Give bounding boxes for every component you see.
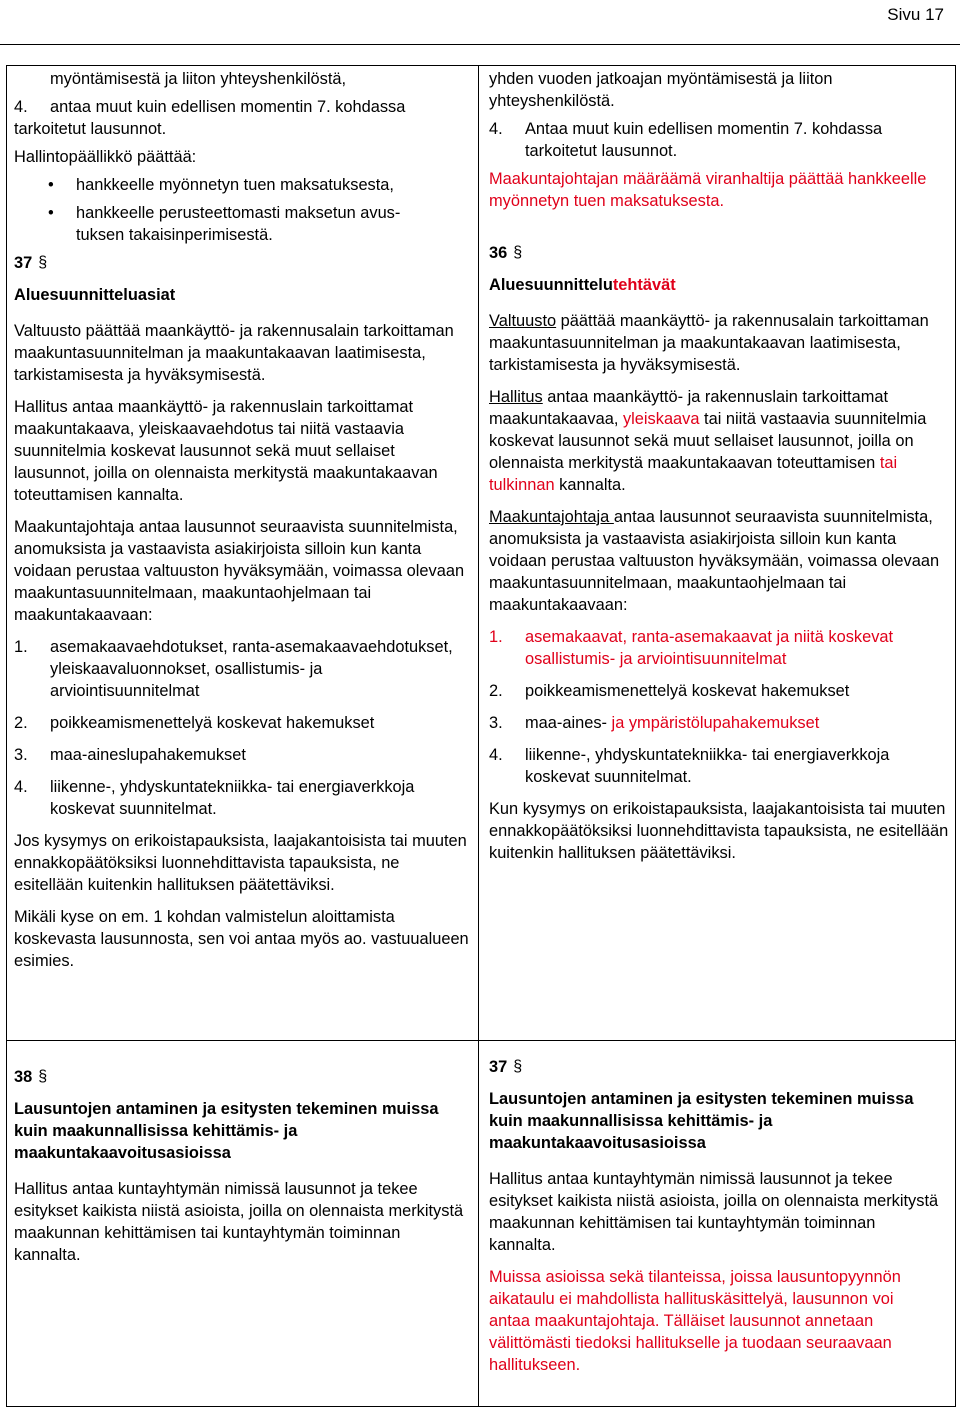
list-item: 2. poikkeamismenettelyä koskevat hakemukset bbox=[489, 682, 850, 700]
bullet-icon: • bbox=[48, 204, 54, 222]
list-item bbox=[14, 174, 470, 196]
list-item: 3. maa-aineslupahakemukset bbox=[14, 746, 246, 764]
list-number: 4. bbox=[489, 120, 503, 138]
section-sign-icon: § bbox=[38, 1068, 48, 1085]
list-text: antaa muut kuin edellisen momentin 7. kohdassa bbox=[50, 98, 406, 116]
paragraph: Maakuntajohtaja antaa lausunnot seuraavista suunnitelmista, anomuksista ja vastaavista asiakirjoista silloin kun kanta voidaan perustaa valtuuston hyväksymään, voimassa olevaan maakuntasuunnitelmaan, maakuntaohjelmaan tai maakuntakaavaan: bbox=[14, 518, 465, 624]
paragraph: Mikäli kyse on em. 1 kohdan valmistelun aloittamista koskevasta lausunnosta, sen voi antaa myös ao. vastuualueen esimies. bbox=[14, 908, 469, 970]
list-item: 1. asemakaavaehdotukset, ranta-asemakaavaehdotukset, yleiskaavaluonnokset, osallistumis- ja arviointisuunnitelmat bbox=[14, 636, 470, 702]
section-heading bbox=[14, 252, 470, 274]
list-item bbox=[489, 118, 949, 140]
list-text: asemakaavat, ranta-asemakaavat ja niitä koskevat osallistumis- ja arviointisuunnitelmat bbox=[525, 628, 894, 668]
section-sign-icon: § bbox=[513, 244, 523, 261]
paragraph: Jos kysymys on erikoistapauksista, laajakantoisista tai muuten ennakkopäätöksiksi luonnehdittavista tapauksista, ne esitellään kuitenkin hallituksen päätettäviksi. bbox=[14, 832, 467, 894]
section-title: Lausuntojen antaminen ja esitysten tekeminen muissa kuin maakunnallisissa kehittämis- ja maakuntakaavoitusasioissa bbox=[14, 1100, 439, 1162]
section-sign-icon: § bbox=[38, 254, 48, 271]
paragraph: Kun kysymys on erikoistapauksista, laajakantoisista tai muuten ennakkopäätöksiksi luonnehdittavista tapauksista, ne esitellään kuitenkin hallituksen päätettäviksi. bbox=[489, 800, 949, 862]
paragraph: tarkoitetut lausunnot. bbox=[14, 120, 167, 138]
left-bottom-cell bbox=[14, 1066, 470, 1276]
list-text: liikenne-, yhdyskuntatekniikka- tai energiaverkkoja koskevat suunnitelmat. bbox=[525, 746, 890, 786]
section-heading bbox=[14, 1066, 470, 1088]
section-title: Aluesuunnittelutehtävät bbox=[489, 276, 676, 294]
list-item: 4. liikenne-, yhdyskuntatekniikka- tai energiaverkkoja koskevat suunnitelmat. bbox=[14, 776, 470, 820]
paragraph: Hallitus antaa kuntayhtymän nimissä lausunnot ja tekee esitykset kaikista niistä asioista, joilla on olennaista merkitystä maakunnan kehittämisen tai kuntayhtymän toiminnan kannalta. bbox=[489, 1170, 939, 1254]
paragraph: Hallitus antaa kuntayhtymän nimissä lausunnot ja tekee esitykset kaikista niistä asioista, joilla on olennaista merkitystä maakunnan kehittämisen tai kuntayhtymän toiminnan kannalta. bbox=[14, 1180, 464, 1264]
list-text: maa-aineslupahakemukset bbox=[50, 746, 246, 764]
section-title: Lausuntojen antaminen ja esitysten tekeminen muissa kuin maakunnallisissa kehittämis- ja maakuntakaavoitusasioissa bbox=[489, 1090, 914, 1152]
list-item: 4. liikenne-, yhdyskuntatekniikka- tai energiaverkkoja koskevat suunnitelmat. bbox=[489, 744, 949, 788]
paragraph: Hallintopäällikkö päättää: bbox=[14, 148, 197, 166]
page-number: Sivu 17 bbox=[887, 5, 944, 24]
list-item: 2. poikkeamismenettelyä koskevat hakemukset bbox=[14, 714, 375, 732]
section-title: Aluesuunnitteluasiat bbox=[14, 286, 176, 304]
list-number: 4. bbox=[14, 98, 28, 116]
list-text: hankkeelle myönnetyn tuen maksatuksesta, bbox=[76, 176, 394, 194]
section-number: 38 bbox=[14, 1068, 33, 1086]
numbered-list bbox=[14, 636, 470, 820]
list-text: liikenne-, yhdyskuntatekniikka- tai energiaverkkoja koskevat suunnitelmat. bbox=[50, 778, 415, 818]
bullet-list bbox=[14, 174, 470, 246]
paragraph-added: Muissa asioissa sekä tilanteissa, joissa lausuntopyynnön aikataulu ei mahdollista hallituskäsittelyä, lausunnon voi antaa maakuntajohtaja. Tälläiset lausunnot annetaan välittömästi tiedoksi hallitukselle ja tuodaan seuraavaan hallitukseen. bbox=[489, 1268, 901, 1374]
section-number: 37 bbox=[489, 1058, 508, 1076]
paragraph: myöntämisestä ja liiton yhteyshenkilöstä, bbox=[50, 70, 347, 88]
paragraph-added: Maakuntajohtajan määräämä viranhaltija päättää hankkeelle myönnetyn tuen maksatuksesta. bbox=[489, 170, 927, 210]
section-sign-icon: § bbox=[513, 1058, 523, 1075]
list-text: poikkeamismenettelyä koskevat hakemukset bbox=[50, 714, 375, 732]
section-number: 36 bbox=[489, 244, 508, 262]
paragraph: Maakuntajohtaja antaa lausunnot seuraavista suunnitelmista, anomuksista ja vastaavista asiakirjoista silloin kun kanta voidaan perustaa valtuuston hyväksymään, voimassa olevaan maakuntasuunnitelmaan, maakuntaohjelmaan tai maakuntakaavaan: bbox=[489, 508, 940, 614]
list-item bbox=[14, 224, 470, 246]
paragraph: Hallitus antaa maankäyttö- ja rakennuslain tarkoittamat maakuntakaava, yleiskaavaehdotus tai niitä vastaavia suunnitelmia koskevat lausunnot sekä muut sellaiset lausunnot, joilla on olennaista merkitystä maakuntakaavan toteuttamisen kannalta. bbox=[14, 398, 438, 504]
numbered-list bbox=[489, 626, 949, 788]
paragraph: yhden vuoden jatkoajan myöntämisestä ja liiton yhteyshenkilöstä. bbox=[489, 70, 833, 110]
list-text: Antaa muut kuin edellisen momentin 7. kohdassa bbox=[525, 120, 883, 138]
list-item bbox=[14, 96, 470, 118]
paragraph: Valtuusto päättää maankäyttö- ja rakennusalain tarkoittaman maakuntasuunnitelman ja maakuntakaavan laatimisesta, tarkistamisesta ja hyväksymisestä. bbox=[489, 312, 929, 374]
list-text: hankkeelle perusteettomasti maksetun avus- bbox=[76, 204, 401, 222]
list-item bbox=[14, 202, 470, 224]
paragraph: Valtuusto päättää maankäyttö- ja rakennusalain tarkoittaman maakuntasuunnitelman ja maakuntakaavan laatimisesta, tarkistamisesta ja hyväksymisestä. bbox=[14, 322, 454, 384]
right-top-cell bbox=[489, 68, 949, 874]
paragraph: Hallitus antaa maankäyttö- ja rakennuslain tarkoittamat maakuntakaavaa, yleiskaava tai niitä vastaavia suunnitelmia koskevat lausunnot sekä muut sellaiset lausunnot, joilla on olennaista merkitystä maakuntakaavan toteuttamisen tai tulkinnan kannalta. bbox=[489, 388, 927, 494]
header-rule bbox=[0, 44, 960, 45]
left-top-cell bbox=[14, 68, 470, 982]
bullet-icon: • bbox=[48, 176, 54, 194]
paragraph: tarkoitetut lausunnot. bbox=[525, 142, 678, 160]
list-text: asemakaavaehdotukset, ranta-asemakaavaehdotukset, yleiskaavaluonnokset, osallistumis- ja arviointisuunnitelmat bbox=[50, 638, 453, 700]
right-bottom-cell bbox=[489, 1056, 939, 1386]
section-number: 37 bbox=[14, 254, 33, 272]
column-divider bbox=[478, 65, 479, 1407]
section-heading bbox=[489, 242, 949, 264]
row-divider bbox=[6, 1040, 956, 1041]
section-heading bbox=[489, 1056, 939, 1078]
list-text: maa-aines- ja ympäristölupahakemukset bbox=[525, 714, 820, 732]
list-text: tuksen takaisinperimisestä. bbox=[76, 226, 273, 244]
list-item: 3. maa-aines- ja ympäristölupahakemukset bbox=[489, 714, 820, 732]
list-text: poikkeamismenettelyä koskevat hakemukset bbox=[525, 682, 850, 700]
list-item: 1. asemakaavat, ranta-asemakaavat ja niitä koskevat osallistumis- ja arviointisuunnitelmat bbox=[489, 626, 949, 670]
